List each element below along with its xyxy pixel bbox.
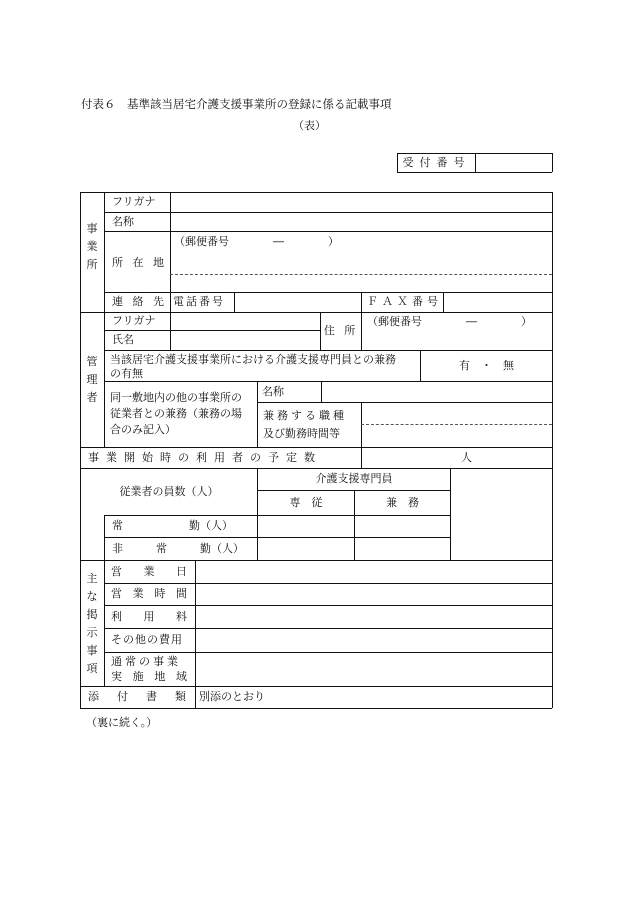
planned-users-unit: 人 <box>461 450 472 464</box>
office-section-label: 事 業 所 <box>86 222 98 271</box>
business-days-field[interactable] <box>196 561 551 583</box>
document-title: 付表６ 基準該当居宅介護支援事業所の登録に係る記載事項 <box>81 97 392 111</box>
office-phone-field[interactable] <box>235 293 360 312</box>
planned-users-label: 事業開始時の利用者の予定数 <box>88 450 322 464</box>
other-costs-label: その他の費用 <box>111 633 183 647</box>
office-name-field[interactable] <box>171 213 551 231</box>
office-name-label: 名称 <box>112 214 134 228</box>
manager-name-field[interactable] <box>171 331 319 350</box>
service-area-label-line2: 実 施 地 域 <box>111 670 187 683</box>
staff-row-parttime: 非 常 勤（人） <box>112 541 244 555</box>
office-contact-label: 連 絡 先 <box>112 295 167 309</box>
planned-users-field[interactable] <box>362 448 452 468</box>
concurrent-question-line2: の有無 <box>110 367 143 380</box>
staff-parttime-concurrent-field[interactable] <box>355 538 449 560</box>
concurrent-question-line1: 当該居宅介護支援事業所における介護支援専門員との兼務 <box>110 353 396 366</box>
service-area-field[interactable] <box>196 653 551 686</box>
staff-col-full: 専 従 <box>289 495 323 509</box>
business-hours-label: 営 業 時 間 <box>111 587 187 601</box>
receipt-number-label: 受付番号 <box>402 155 471 169</box>
manager-section-label: 管 理 者 <box>86 355 98 404</box>
office-fax-label: ＦＡＸ番号 <box>367 295 442 309</box>
other-costs-field[interactable] <box>196 629 551 652</box>
notice-section-label: 主 な 掲 示 事 項 <box>86 572 98 675</box>
staff-fulltime-full-field[interactable] <box>258 516 353 537</box>
manager-name-label: 氏名 <box>112 333 134 347</box>
office-fax-field[interactable] <box>444 293 551 312</box>
office-address-label: 所 在 地 <box>112 256 167 270</box>
document-subtitle: （表） <box>293 119 326 132</box>
concurrent-options[interactable]: 有 ・ 無 <box>459 358 514 372</box>
other-office-name-label: 名称 <box>262 384 284 398</box>
office-phone-label: 電話番号 <box>173 295 225 309</box>
receipt-number-field[interactable] <box>476 153 552 172</box>
duty-field[interactable] <box>362 403 551 424</box>
manager-address-label: 住 所 <box>323 324 359 338</box>
staff-col-concurrent: 兼 務 <box>386 495 419 509</box>
care-manager-group-label: 介護支援専門員 <box>315 472 393 486</box>
staff-parttime-full-field[interactable] <box>258 538 353 560</box>
staff-row-fulltime: 常 勤（人） <box>112 519 233 533</box>
service-area-label-line1: 通常の事業 <box>111 655 181 668</box>
fee-field[interactable] <box>196 606 551 628</box>
attachment-label: 添 付 書 類 <box>88 690 186 704</box>
office-furigana-field[interactable] <box>171 193 551 212</box>
office-postal-label: （郵便番号 ― ） <box>174 235 339 248</box>
office-furigana-label: フリガナ <box>112 195 156 209</box>
manager-address-field[interactable] <box>362 330 551 350</box>
office-address-field[interactable] <box>171 250 551 272</box>
business-hours-field[interactable] <box>196 584 551 605</box>
other-office-line2: 従業者との兼務（兼務の場 <box>110 407 242 420</box>
duty-label-line2: 及び勤務時間等 <box>263 427 340 440</box>
other-office-name-field[interactable] <box>322 382 551 402</box>
manager-furigana-label: フリガナ <box>112 314 156 328</box>
fee-label: 利 用 料 <box>111 609 187 623</box>
attachment-value: 別添のとおり <box>199 690 265 704</box>
staff-count-label: 従業者の員数（人） <box>119 484 219 498</box>
duty-label-line1: 兼務する職種 <box>263 409 347 422</box>
manager-furigana-field[interactable] <box>171 313 319 330</box>
other-office-line1: 同一敷地内の他の事業所の <box>110 391 242 404</box>
manager-postal-label: （郵便番号 ― ） <box>367 315 532 328</box>
staff-fulltime-concurrent-field[interactable] <box>355 516 449 537</box>
continued-note: （裏に続く。） <box>86 716 158 729</box>
other-office-line3: 合のみ記入） <box>110 423 176 436</box>
business-days-label: 営 業 日 <box>111 564 187 578</box>
